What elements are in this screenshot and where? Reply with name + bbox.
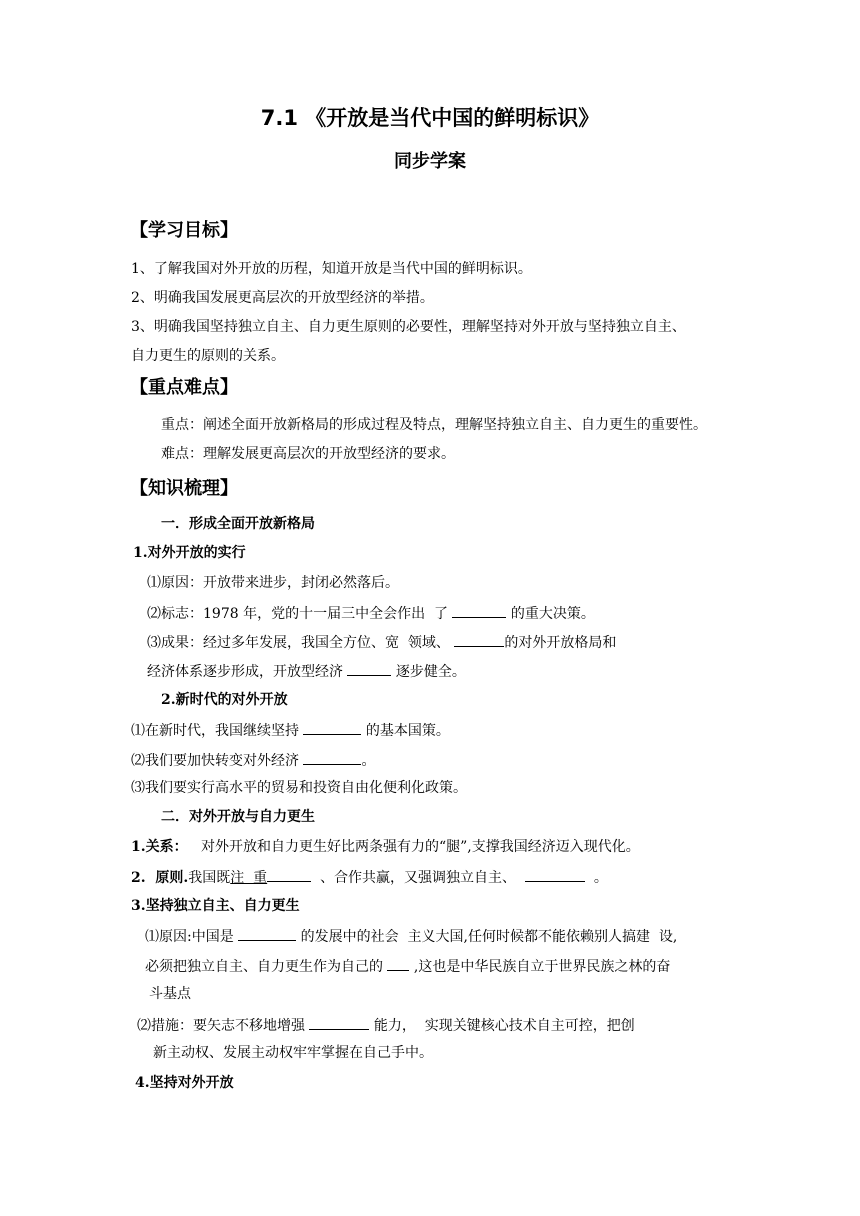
part1-heading: 一．形成全面开放新格局	[161, 516, 315, 532]
part2-heading: 二．对外开放与自力更生	[161, 809, 315, 825]
blank	[303, 720, 361, 735]
fill-line: ⑵措施：要矢志不移地增强 能力， 实现关键核心技术自主可控，把创	[137, 1015, 635, 1035]
goals-heading: 【学习目标】	[130, 220, 238, 241]
key-heading: 【重点难点】	[130, 377, 238, 398]
key-point: 重点：阐述全面开放新格局的形成过程及特点，理解坚持独立自主、自力更生的重要性。	[161, 417, 707, 433]
goal-item: 2、明确我国发展更高层次的开放型经济的举措。	[131, 290, 434, 306]
blank	[238, 926, 296, 941]
blank	[303, 750, 361, 765]
text-line: 新主动权、发展主动权牢牢掌握在自己手中。	[153, 1045, 433, 1061]
blank	[387, 956, 409, 971]
fill-line: 必须把独立自主、自力更生作为自己的 ,这也是中华民族自立于世界民族之林的奋	[145, 956, 670, 976]
blank	[452, 603, 506, 618]
subsection-title: 4.坚持对外开放	[135, 1075, 234, 1091]
fill-line: 经济体系逐步形成，开放型经济 逐步健全。	[147, 661, 466, 681]
subsection-title: 3.坚持独立自主、自力更生	[131, 898, 300, 914]
key-point: 难点：理解发展更高层次的开放型经济的要求。	[161, 446, 455, 462]
fill-line: ⑴原因:中国是 的发展中的社会 主义大国,任何时候都不能依赖别人搞建 设,	[145, 926, 677, 946]
fill-line: ⑵我们要加快转变对外经济 。	[131, 750, 375, 770]
knowledge-heading: 【知识梳理】	[130, 478, 238, 499]
subsection-title: 1.对外开放的实行	[133, 545, 246, 561]
goal-item: 1、了解我国对外开放的历程，知道开放是当代中国的鲜明标识。	[131, 261, 532, 277]
text-line: 1.关系： 对外开放和自力更生好比两条强有力的“腿”,支撑我国经济迈入现代化。	[131, 839, 640, 855]
blank	[525, 867, 585, 882]
fill-line: ⑴在新时代，我国继续坚持 的基本国策。	[131, 720, 450, 740]
fill-line: ⑵标志：1978 年，党的十一届三中全会作出 了 的重大决策。	[147, 603, 595, 623]
fill-line: 2. 原则.我国既注 重 、合作共赢，又强调独立自主、 。	[131, 867, 608, 887]
text-line: ⑴原因：开放带来进步，封闭必然落后。	[147, 575, 399, 591]
goal-item: 3、明确我国坚持独立自主、自力更生原则的必要性，理解坚持对外开放与坚持独立自主、	[131, 319, 686, 335]
subsection-title: 2.新时代的对外开放	[161, 692, 288, 708]
text-line: 斗基点	[149, 986, 191, 1002]
page-title: 7.1 《开放是当代中国的鲜明标识》	[260, 106, 600, 130]
blank	[267, 867, 311, 882]
fill-line: ⑶成果：经过多年发展，我国全方位、宽 领域、 的对外开放格局和	[147, 632, 616, 652]
page-subtitle: 同步学案	[394, 151, 466, 172]
blank	[309, 1015, 369, 1030]
text-line: ⑶我们要实行高水平的贸易和投资自由化便利化政策。	[131, 780, 467, 796]
blank	[454, 632, 504, 647]
goal-item: 自力更生的原则的关系。	[131, 348, 285, 364]
blank	[347, 661, 391, 676]
